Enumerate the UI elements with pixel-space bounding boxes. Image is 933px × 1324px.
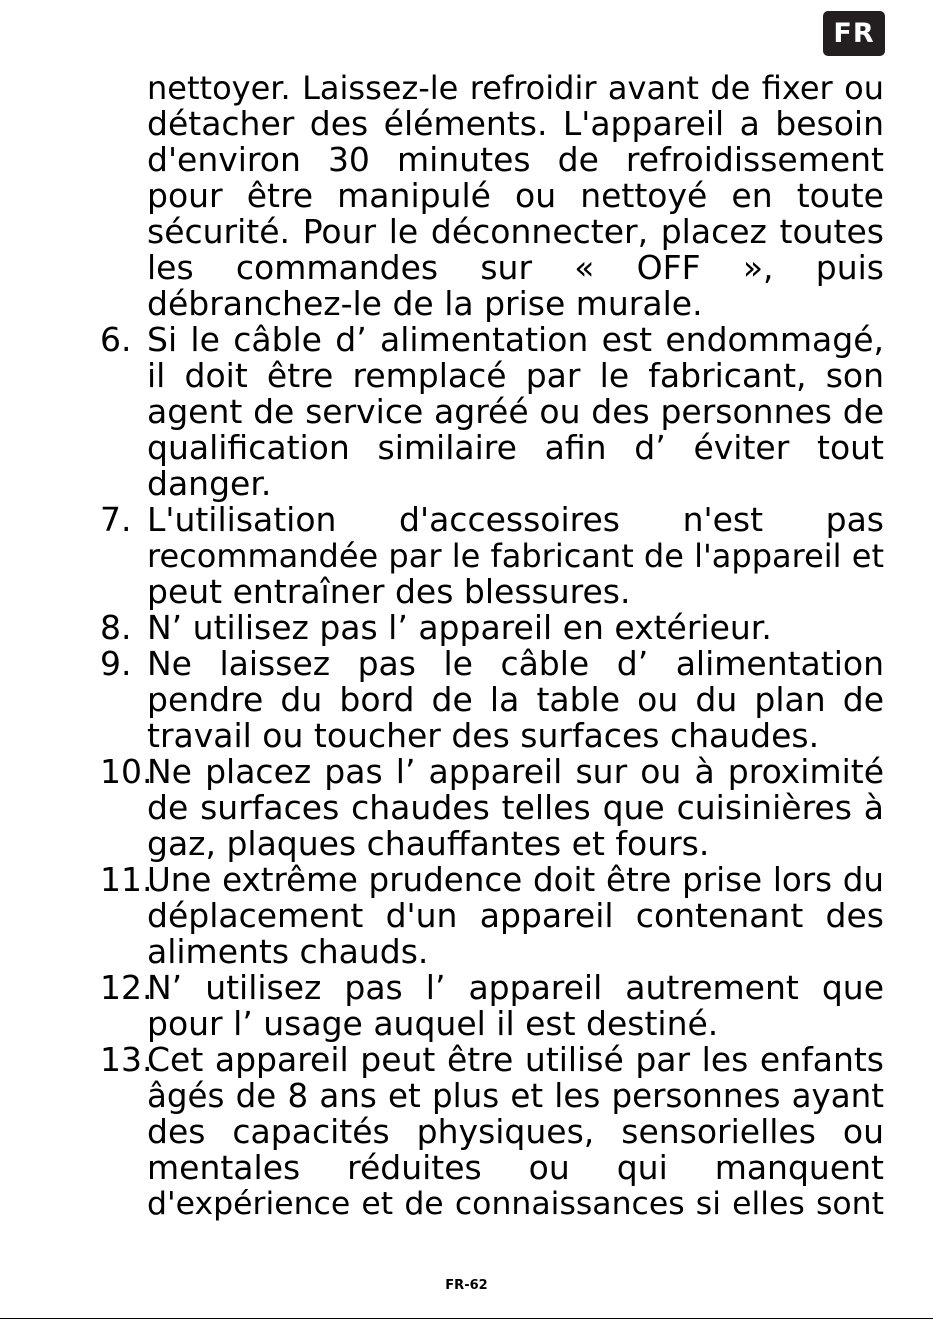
line-text: déplacement d'un appareil contenant des bbox=[147, 896, 884, 935]
item-number: 13. bbox=[100, 1040, 153, 1079]
list-item-line bbox=[0, 286, 933, 322]
bottom-rule bbox=[0, 1318, 933, 1319]
list-item-line bbox=[0, 1078, 933, 1114]
line-text: recommandée par le fabricant de l'appareil et bbox=[147, 537, 884, 575]
line-text: sécurité. Pour le déconnecter, placez toutes bbox=[147, 212, 884, 251]
item-number: 12. bbox=[100, 968, 153, 1007]
list-item-line bbox=[0, 1186, 933, 1222]
line-text: âgés de 8 ans et plus et les personnes ayant bbox=[147, 1077, 884, 1115]
list-item-line bbox=[0, 574, 933, 610]
page-number: FR-62 bbox=[445, 1278, 488, 1293]
line-text: qualification similaire afin d’ éviter tout bbox=[147, 428, 884, 467]
list-item-start bbox=[0, 1042, 933, 1078]
line-text: débranchez-le de la prise murale. bbox=[147, 284, 703, 323]
list-item-line bbox=[0, 70, 933, 106]
language-badge: FR bbox=[823, 11, 885, 56]
list-item-line bbox=[0, 250, 933, 286]
list-item-line bbox=[0, 178, 933, 214]
list-item-line bbox=[0, 538, 933, 574]
list-item-start bbox=[0, 754, 933, 790]
line-text: N’ utilisez pas l’ appareil autrement que bbox=[147, 968, 884, 1007]
list-item-line bbox=[0, 790, 933, 826]
list-item-start bbox=[0, 322, 933, 358]
list-item-line bbox=[0, 1114, 933, 1150]
list-item-line bbox=[0, 106, 933, 142]
line-text: mentales réduites ou qui manquent bbox=[147, 1148, 884, 1187]
line-text: Si le câble d’ alimentation est endommagé, bbox=[147, 320, 884, 359]
line-text: agent de service agréé ou des personnes de bbox=[147, 392, 884, 431]
item-number: 10. bbox=[100, 752, 153, 791]
list-item-line bbox=[0, 142, 933, 178]
line-text: détacher des éléments. L'appareil a besoin bbox=[147, 104, 884, 143]
list-item-line bbox=[0, 934, 933, 970]
list-item-line bbox=[0, 1150, 933, 1186]
list-item-start bbox=[0, 862, 933, 898]
list-item-line bbox=[0, 214, 933, 250]
line-text: d'expérience et de connaissances si elles sont bbox=[147, 1186, 884, 1222]
list-item-line bbox=[0, 682, 933, 718]
item-number: 7. bbox=[100, 500, 132, 539]
line-text: danger. bbox=[147, 464, 272, 503]
line-text: pour être manipulé ou nettoyé en toute bbox=[147, 176, 884, 215]
list-item-line bbox=[0, 430, 933, 466]
list-item-line bbox=[0, 394, 933, 430]
list-item-line bbox=[0, 466, 933, 502]
line-text: aliments chauds. bbox=[147, 932, 429, 971]
line-text: Ne placez pas l’ appareil sur ou à proximité bbox=[147, 752, 884, 791]
list-item-line bbox=[0, 826, 933, 862]
line-text: Ne laissez pas le câble d’ alimentation bbox=[147, 644, 884, 683]
list-item-line bbox=[0, 1006, 933, 1042]
line-text: pour l’ usage auquel il est destiné. bbox=[147, 1004, 719, 1043]
list-item-start bbox=[0, 502, 933, 538]
line-text: des capacités physiques, sensorielles ou bbox=[147, 1112, 884, 1151]
line-text: il doit être remplacé par le fabricant, son bbox=[147, 356, 884, 395]
list-item-line bbox=[0, 718, 933, 754]
list-item-line bbox=[0, 898, 933, 934]
line-text: L'utilisation d'accessoires n'est pas bbox=[147, 500, 884, 539]
item-number: 6. bbox=[100, 320, 132, 359]
list-item-start bbox=[0, 610, 933, 646]
line-text: travail ou toucher des surfaces chaudes. bbox=[147, 716, 820, 755]
list-item-start bbox=[0, 970, 933, 1006]
line-text: Cet appareil peut être utilisé par les enfants bbox=[147, 1040, 884, 1079]
line-text: peut entraîner des blessures. bbox=[147, 572, 631, 611]
line-text: d'environ 30 minutes de refroidissement bbox=[147, 140, 884, 179]
line-text: gaz, plaques chauffantes et fours. bbox=[147, 824, 710, 863]
list-item-line bbox=[0, 358, 933, 394]
line-text: de surfaces chaudes telles que cuisinières à bbox=[147, 788, 884, 827]
line-text: N’ utilisez pas l’ appareil en extérieur. bbox=[147, 608, 772, 647]
item-number: 8. bbox=[100, 608, 132, 647]
line-text: les commandes sur « OFF », puis bbox=[147, 248, 884, 287]
list-item-start bbox=[0, 646, 933, 682]
item-number: 11. bbox=[100, 860, 153, 899]
line-text: pendre du bord de la table ou du plan de bbox=[147, 680, 884, 719]
line-text: nettoyer. Laissez-le refroidir avant de fixer ou bbox=[147, 69, 884, 107]
line-text: Une extrême prudence doit être prise lors du bbox=[147, 861, 884, 899]
item-number: 9. bbox=[100, 644, 132, 683]
